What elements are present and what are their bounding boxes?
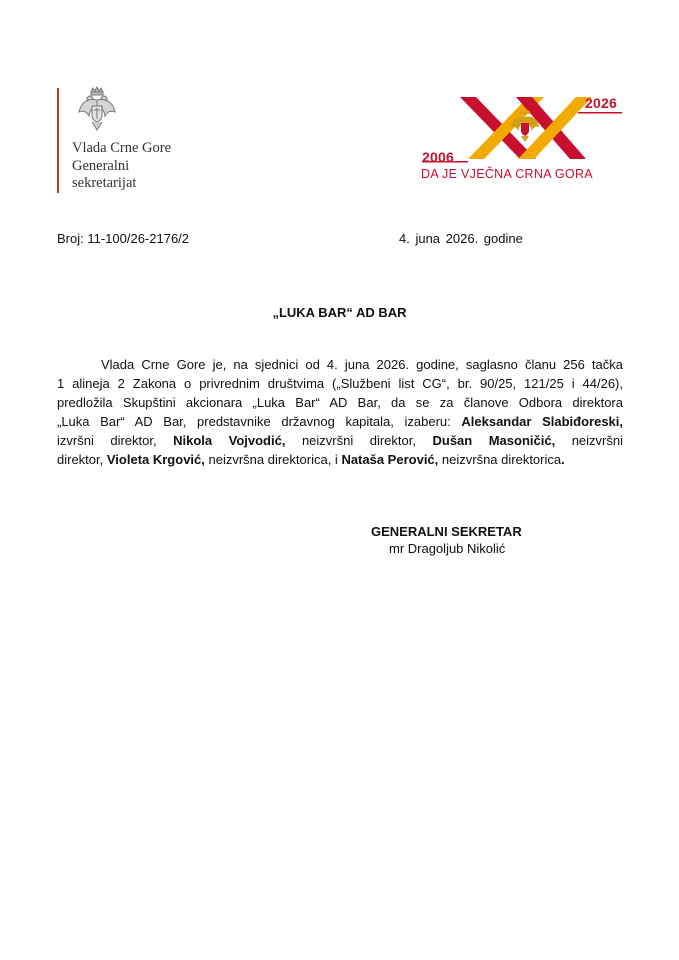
body-line-6 <box>57 450 623 469</box>
gov-name-line-1: Vlada Crne Gore <box>72 140 172 156</box>
board-member-name: Dušan Masoničić, <box>432 433 556 448</box>
body-text-segment: „Luka Bar“ AD Bar, predstavnike državnog kapitala, izaberu: <box>57 414 462 429</box>
document-date: 4. juna 2026. godine <box>399 231 523 246</box>
gov-name-line-3: sekretarijat <box>72 175 137 191</box>
board-member-name: Nikola Vojvodić, <box>173 433 286 448</box>
body-text-segment: neizvršni direktor, <box>285 433 433 448</box>
anniversary-year-end: 2026 <box>585 95 617 111</box>
anniversary-year-start: 2006 <box>422 149 454 165</box>
signature-name: mr Dragoljub Nikolić <box>389 541 506 556</box>
body-line-1 <box>57 355 623 374</box>
board-member-name: Aleksandar Slabiđoreski, <box>461 414 624 429</box>
body-text-segment: neizvršni <box>555 433 623 448</box>
document-title: „LUKA BAR“ AD BAR <box>272 305 407 320</box>
body-text-segment: direktor, <box>57 452 107 467</box>
header-divider-line <box>57 88 59 193</box>
montenegro-coat-of-arms-icon <box>76 86 118 132</box>
reference-number: Broj: 11-100/26-2176/2 <box>57 231 190 246</box>
board-member-name: Violeta Krgović, <box>106 452 205 467</box>
body-line-4 <box>57 412 623 431</box>
signature-title: GENERALNI SEKRETAR <box>371 524 522 539</box>
body-text-segment: Vlada Crne Gore je, na sjednici od 4. juna 2026. godine, saglasno članu 256 tačka <box>101 357 623 372</box>
anniversary-logo <box>418 93 628 185</box>
body-line-5 <box>57 431 623 450</box>
government-name <box>72 140 171 193</box>
body-text-segment: 1 alineja 2 Zakona o privrednim društvima („Službeni list CG“, br. 90/25, 121/25 i 44/26), <box>57 376 623 391</box>
body-text-segment: predložila Skupštini akcionara „Luka Bar“ AD Bar, da se za članove Odbora direktora <box>57 395 623 410</box>
gov-name-line-2: Generalni <box>72 157 130 174</box>
body-text-segment: izvršni direktor, <box>57 433 174 448</box>
government-header <box>57 86 217 196</box>
body-text-segment: neizvršna direktorica <box>438 452 562 467</box>
anniversary-motto: DA JE VJEČNA CRNA GORA <box>421 167 593 181</box>
body-line-3 <box>57 393 623 412</box>
body-text-segment: . <box>561 452 565 467</box>
body-text-segment: neizvršna direktorica, i <box>204 452 342 467</box>
board-member-name: Nataša Perović, <box>341 452 439 467</box>
body-paragraph <box>57 355 623 469</box>
body-line-2 <box>57 374 623 393</box>
